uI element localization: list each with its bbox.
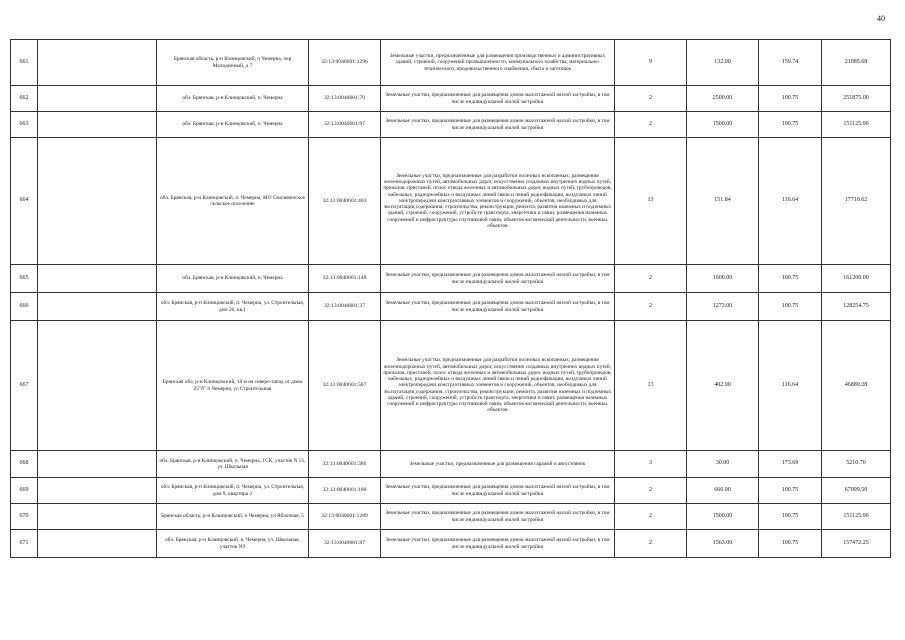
parcel-table bbox=[10, 39, 891, 558]
row-number: 671 bbox=[11, 530, 38, 558]
land-use-cell: Земельные участки, предназначенные для размещения гаражей и автостоянок bbox=[381, 451, 615, 478]
page-number: 40 bbox=[877, 14, 885, 23]
cadastral-number-cell: 32:13:0040601:97 bbox=[309, 112, 381, 138]
rate-cell: 100.75 bbox=[759, 265, 822, 293]
rate-cell: 100.75 bbox=[759, 86, 822, 112]
use-group-cell: 9 bbox=[615, 40, 687, 86]
cadastral-value-cell: 151125.00 bbox=[822, 112, 891, 138]
rate-cell: 116.64 bbox=[759, 321, 822, 451]
cadastral-value-cell: 46889.28 bbox=[822, 321, 891, 451]
land-use-cell: Земельные участки, предназначенные для размещения домов малоэтажной жилой застройки, в том числе индивидуальной жилой застройки bbox=[381, 478, 615, 504]
row-number: 665 bbox=[11, 265, 38, 293]
row-number: 667 bbox=[11, 321, 38, 451]
cadastral-number-cell: 32:13:0040601:87 bbox=[309, 530, 381, 558]
table-row bbox=[11, 478, 891, 504]
rate-cell: 100.75 bbox=[759, 112, 822, 138]
cadastral-number-cell: 32:13:0040601:403 bbox=[309, 138, 381, 265]
use-group-cell: 2 bbox=[615, 112, 687, 138]
address-cell: обл. Брянская, р-н Клинцовский, п. Чемерна bbox=[157, 86, 309, 112]
use-group-cell: 13 bbox=[615, 321, 687, 451]
address-cell: обл. Брянская, р-н Клинцовский, п. Чемерна, ул. Строительная, дом 20, кв.1 bbox=[157, 293, 309, 321]
area-cell: 1273.00 bbox=[687, 293, 759, 321]
cadastral-number-cell: 32:13:0040601:386 bbox=[309, 451, 381, 478]
table-row bbox=[11, 293, 891, 321]
land-use-cell: Земельные участки, предназначенные для размещения домов малоэтажной жилой застройки, в том числе индивидуальной жилой застройки bbox=[381, 530, 615, 558]
row-number: 670 bbox=[11, 504, 38, 530]
row-number: 662 bbox=[11, 86, 38, 112]
land-use-cell: Земельные участки, предназначенные для разработки полезных ископаемых, размещения железнодорожных путей, автомобильных дорог, искусственно созданных внутренних водных путей, причалов, пристаней, полос отвода железных и автомобильных дорог, водных путей, трубопроводов, кабельных, радиорелейных и воздушных линий связи и линий радиофикации, воздушных линий электропередачи конструктивных элементов и сооружений, объектов, необходимых для эксплуатации,содержания, строительства, реконструкции, ремонта, развития наземных и подземных зданий, строений, сооружений, устройств транспорта, энергетики и связи; размещения наземных сооружений и инфраструктуры спутниковой связи, объектов космической деятельности, военных объектов bbox=[381, 138, 615, 265]
blank-cell bbox=[38, 265, 157, 293]
parcel-table-body bbox=[11, 40, 891, 558]
rate-cell: 100.75 bbox=[759, 293, 822, 321]
land-use-cell: Земельные участки, предназначенные для размещения домов малоэтажной жилой застройки, в том числе индивидуальной жилой застройки bbox=[381, 112, 615, 138]
row-number: 668 bbox=[11, 451, 38, 478]
table-row bbox=[11, 530, 891, 558]
table-row bbox=[11, 504, 891, 530]
area-cell: 1600.00 bbox=[687, 265, 759, 293]
cadastral-value-cell: 21085.68 bbox=[822, 40, 891, 86]
rate-cell: 116.64 bbox=[759, 138, 822, 265]
blank-cell bbox=[38, 530, 157, 558]
address-cell: обл. Брянская, р-н Клинцовский, п. Чемерна bbox=[157, 265, 309, 293]
address-cell: Брянская область, р-н Клинцовский, п Чемерна, пер Молодежный, д 7 bbox=[157, 40, 309, 86]
address-cell: обл. Брянская, р-н Клинцовский, п. Чемерна, ул. Школьная, участок N9 bbox=[157, 530, 309, 558]
blank-cell bbox=[38, 451, 157, 478]
cadastral-number-cell: 32:13:0040601:567 bbox=[309, 321, 381, 451]
cadastral-number-cell: 32:13:0040601:1296 bbox=[309, 40, 381, 86]
blank-cell bbox=[38, 504, 157, 530]
use-group-cell: 13 bbox=[615, 138, 687, 265]
blank-cell bbox=[38, 40, 157, 86]
address-cell: Брянская область, р-н Клинцовский, п Чемерна, ул Яблочная, 5 bbox=[157, 504, 309, 530]
address-cell: обл. Брянская, р-н Клинцовский, п. Чемерна, ГСК, участок N 51, ул. Школьная bbox=[157, 451, 309, 478]
rate-cell: 100.75 bbox=[759, 504, 822, 530]
cadastral-number-cell: 32:13:0040601:148 bbox=[309, 265, 381, 293]
table-row bbox=[11, 86, 891, 112]
cadastral-value-cell: 5210.70 bbox=[822, 451, 891, 478]
use-group-cell: 3 bbox=[615, 451, 687, 478]
use-group-cell: 2 bbox=[615, 293, 687, 321]
cadastral-value-cell: 251875.00 bbox=[822, 86, 891, 112]
cadastral-value-cell: 151125.00 bbox=[822, 504, 891, 530]
area-cell: 666.00 bbox=[687, 478, 759, 504]
area-cell: 1500.00 bbox=[687, 112, 759, 138]
area-cell: 2500.00 bbox=[687, 86, 759, 112]
address-cell: обл. Брянская, р-н Клинцовский, п. Чемерна, ул. Строительная, дом 9, квартира 2 bbox=[157, 478, 309, 504]
blank-cell bbox=[38, 112, 157, 138]
land-use-cell: Земельные участки, предназначенные для размещения домов малоэтажной жилой застройки, в том числе индивидуальной жилой застройки bbox=[381, 265, 615, 293]
use-group-cell: 2 bbox=[615, 504, 687, 530]
land-use-cell: Земельные участки, предназначенные для разработки полезных ископаемых, размещения железнодорожных путей, автомобильных дорог, искусственно созданных внутренних водных путей, причалов, пристаней, полос отвода железных и автомобильных дорог, водных путей, трубопроводов, кабельных, радиорелейных и воздушных линий связи и линий радиофикации, воздушных линий электропередачи конструктивных элементов и сооружений, объектов, необходимых для эксплуатации,содержания, строительства, реконструкции, ремонта, развития наземных и подземных зданий, строений, сооружений, устройств транспорта, энергетики и связи; размещения наземных сооружений и инфраструктуры спутниковой связи, объектов космической деятельности, военных объектов bbox=[381, 321, 615, 451]
row-number: 664 bbox=[11, 138, 38, 265]
cadastral-value-cell: 161200.00 bbox=[822, 265, 891, 293]
use-group-cell: 2 bbox=[615, 478, 687, 504]
cadastral-value-cell: 17710.62 bbox=[822, 138, 891, 265]
cadastral-value-cell: 157472.25 bbox=[822, 530, 891, 558]
land-use-cell: Земельные участки, предназначенные для размещения домов малоэтажной жилой застройки, в том числе индивидуальной жилой застройки bbox=[381, 86, 615, 112]
area-cell: 30.00 bbox=[687, 451, 759, 478]
rate-cell: 159.74 bbox=[759, 40, 822, 86]
address-cell: обл. Брянская, р-н Клинцовский, п. Чемерна bbox=[157, 112, 309, 138]
blank-cell bbox=[38, 293, 157, 321]
row-number: 669 bbox=[11, 478, 38, 504]
table-row bbox=[11, 138, 891, 265]
table-row bbox=[11, 40, 891, 86]
area-cell: 402.00 bbox=[687, 321, 759, 451]
land-use-cell: Земельные участки, предназначенные для размещения домов малоэтажной жилой застройки, в том числе индивидуальной жилой застройки bbox=[381, 293, 615, 321]
use-group-cell: 2 bbox=[615, 86, 687, 112]
use-group-cell: 2 bbox=[615, 265, 687, 293]
table-row bbox=[11, 451, 891, 478]
row-number: 663 bbox=[11, 112, 38, 138]
area-cell: 1563.00 bbox=[687, 530, 759, 558]
cadastral-value-cell: 128254.75 bbox=[822, 293, 891, 321]
table-row bbox=[11, 265, 891, 293]
blank-cell bbox=[38, 86, 157, 112]
row-number: 661 bbox=[11, 40, 38, 86]
area-cell: 1500.00 bbox=[687, 504, 759, 530]
area-cell: 132.00 bbox=[687, 40, 759, 86]
rate-cell: 173.69 bbox=[759, 451, 822, 478]
address-cell: Брянская обл, р-н Клинцовский, 10 м на северо-запад от дома 25"б" п Чемерна, ул Строительная bbox=[157, 321, 309, 451]
use-group-cell: 2 bbox=[615, 530, 687, 558]
cadastral-number-cell: 32:13:0040601:37 bbox=[309, 293, 381, 321]
land-use-cell: Земельные участки, предназначенные для размещения домов малоэтажной жилой застройки, в том числе индивидуальной жилой застройки bbox=[381, 504, 615, 530]
area-cell: 151.84 bbox=[687, 138, 759, 265]
blank-cell bbox=[38, 478, 157, 504]
table-row bbox=[11, 112, 891, 138]
blank-cell bbox=[38, 321, 157, 451]
land-use-cell: Земельные участки, предназначенные для размещения производственных и административных зданий, строений, сооружений промышленности, коммунального хозяйства, материально-технического, продовольственного снабжения, сбыта и заготовок bbox=[381, 40, 615, 86]
cadastral-value-cell: 67099.50 bbox=[822, 478, 891, 504]
blank-cell bbox=[38, 138, 157, 265]
rate-cell: 100.75 bbox=[759, 478, 822, 504]
cadastral-number-cell: 32:13:0040601:70 bbox=[309, 86, 381, 112]
row-number: 666 bbox=[11, 293, 38, 321]
cadastral-number-cell: 32:13:0040601:100 bbox=[309, 478, 381, 504]
table-row bbox=[11, 321, 891, 451]
rate-cell: 100.75 bbox=[759, 530, 822, 558]
address-cell: обл. Брянская, р-н Клинцовский, п. Чемерна, МО Смолевичское сельское поселение bbox=[157, 138, 309, 265]
cadastral-number-cell: 32:13:0040601:1289 bbox=[309, 504, 381, 530]
